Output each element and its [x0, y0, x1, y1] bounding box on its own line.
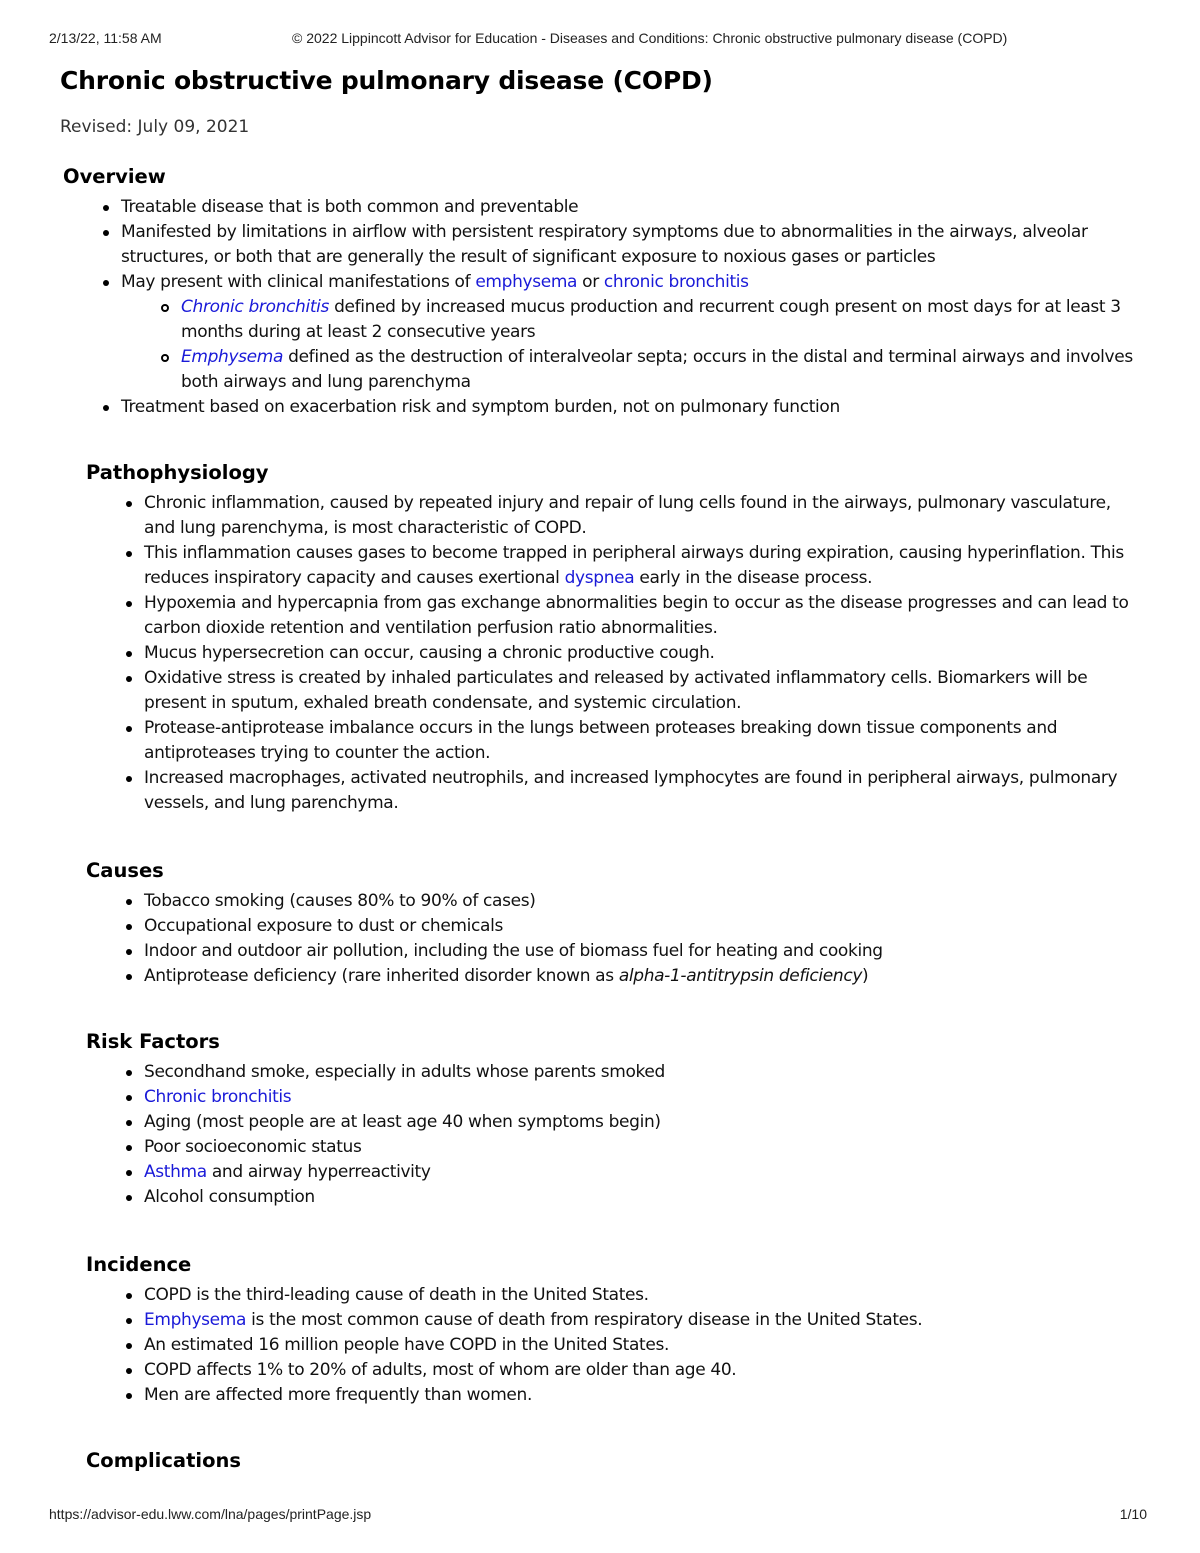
section-overview: [0, 165, 1200, 420]
list-item: Protease-antiprotease imbalance occurs in the lungs between proteases breaking down tissue components and antiproteases trying to counter the action.: [144, 716, 1134, 766]
list-item: An estimated 16 million people have COPD in the United States.: [144, 1333, 1134, 1358]
list-item: Antiprotease deficiency (rare inherited disorder known as alpha-1-antitrypsin deficiency): [144, 964, 1134, 989]
list-item: Treatable disease that is both common and preventable: [121, 195, 1121, 220]
list-item: Oxidative stress is created by inhaled particulates and released by activated inflammatory cells. Biomarkers will be present in sputum, exhaled breath condensate, and systemic circulation.: [144, 666, 1134, 716]
page-title: Chronic obstructive pulmonary disease (COPD): [60, 66, 713, 95]
section-heading-incidence: Incidence: [86, 1253, 192, 1276]
link-emphysema-def[interactable]: Emphysema: [181, 347, 284, 367]
sub-list-item: Emphysema defined as the destruction of interalveolar septa; occurs in the distal and terminal airways and involves both airways and lung parenchyma: [181, 345, 1141, 395]
section-heading-risk-factors: Risk Factors: [86, 1030, 220, 1053]
list-item: May present with clinical manifestations of emphysema or chronic bronchitis: [121, 270, 1121, 295]
list-item: Aging (most people are at least age 40 when symptoms begin): [144, 1110, 1134, 1135]
list-item: Indoor and outdoor air pollution, including the use of biomass fuel for heating and cooking: [144, 939, 1134, 964]
section-pathophysiology: [0, 461, 1200, 816]
list-item: Treatment based on exacerbation risk and symptom burden, not on pulmonary function: [121, 395, 1121, 420]
link-asthma[interactable]: Asthma: [144, 1162, 207, 1182]
list-item: Mucus hypersecretion can occur, causing a chronic productive cough.: [144, 641, 1134, 666]
print-source-title: © 2022 Lippincott Advisor for Education - Diseases and Conditions: Chronic obstructive pulmonary disease (COPD): [292, 30, 1008, 46]
causes-list: [0, 889, 1200, 989]
list-item: [144, 1085, 1134, 1110]
list-item: Emphysema is the most common cause of death from respiratory disease in the United States.: [144, 1308, 1134, 1333]
link-emphysema[interactable]: emphysema: [475, 272, 578, 292]
section-heading-overview: Overview: [63, 165, 166, 188]
section-risk-factors: [0, 1030, 1200, 1210]
list-item: Asthma and airway hyperreactivity: [144, 1160, 1134, 1185]
list-item: Secondhand smoke, especially in adults whose parents smoked: [144, 1060, 1134, 1085]
list-item: Alcohol consumption: [144, 1185, 1134, 1210]
list-item: Hypoxemia and hypercapnia from gas exchange abnormalities begin to occur as the disease progresses and can lead to carbon dioxide retention and ventilation perfusion ratio abnormalities.: [144, 591, 1134, 641]
list-item: Manifested by limitations in airflow with persistent respiratory symptoms due to abnormalities in the airways, alveolar structures, or both that are generally the result of significant exposure to noxious gases or particles: [121, 220, 1121, 270]
list-item: COPD affects 1% to 20% of adults, most of whom are older than age 40.: [144, 1358, 1134, 1383]
overview-list: [0, 195, 1200, 420]
link-chronic-bronchitis-def[interactable]: Chronic bronchitis: [181, 297, 330, 317]
page-number: 1/10: [1119, 1506, 1147, 1522]
print-datetime: 2/13/22, 11:58 AM: [49, 30, 162, 46]
list-item: Occupational exposure to dust or chemicals: [144, 914, 1134, 939]
list-item: Chronic inflammation, caused by repeated injury and repair of lung cells found in the airways, pulmonary vasculature, and lung parenchyma, is most characteristic of COPD.: [144, 491, 1134, 541]
link-chronic-bronchitis[interactable]: chronic bronchitis: [603, 272, 749, 292]
list-item: COPD is the third-leading cause of death in the United States.: [144, 1283, 1134, 1308]
section-heading-pathophysiology: Pathophysiology: [86, 461, 269, 484]
sub-list-item: Chronic bronchitis defined by increased mucus production and recurrent cough present on most days for at least 3 months during at least 2 consecutive years: [181, 295, 1141, 345]
link-chronic-bronchitis-risk[interactable]: Chronic bronchitis: [144, 1087, 292, 1107]
list-item: Men are affected more frequently than women.: [144, 1383, 1134, 1408]
link-dyspnea[interactable]: dyspnea: [564, 568, 635, 588]
risk-factors-list: [0, 1060, 1200, 1210]
list-item: Tobacco smoking (causes 80% to 90% of cases): [144, 889, 1134, 914]
print-url: https://advisor-edu.lww.com/lna/pages/printPage.jsp: [49, 1506, 372, 1522]
section-incidence: [0, 1253, 1200, 1408]
pathophysiology-list: [0, 491, 1200, 816]
incidence-list: [0, 1283, 1200, 1408]
print-header: [49, 30, 1150, 50]
section-causes: [0, 859, 1200, 989]
section-complications: [0, 1449, 1200, 1473]
section-heading-causes: Causes: [86, 859, 164, 882]
print-footer: [49, 1506, 1147, 1526]
list-item: Poor socioeconomic status: [144, 1135, 1134, 1160]
section-heading-complications: Complications: [86, 1449, 241, 1472]
list-item: This inflammation causes gases to become trapped in peripheral airways during expiration, causing hyperinflation. This reduces inspiratory capacity and causes exertional dyspnea early in the disease process.: [144, 541, 1134, 591]
link-emphysema-incidence[interactable]: Emphysema: [144, 1310, 247, 1330]
list-item: Increased macrophages, activated neutrophils, and increased lymphocytes are found in peripheral airways, pulmonary vessels, and lung parenchyma.: [144, 766, 1134, 816]
revised-date: Revised: July 09, 2021: [60, 117, 250, 137]
